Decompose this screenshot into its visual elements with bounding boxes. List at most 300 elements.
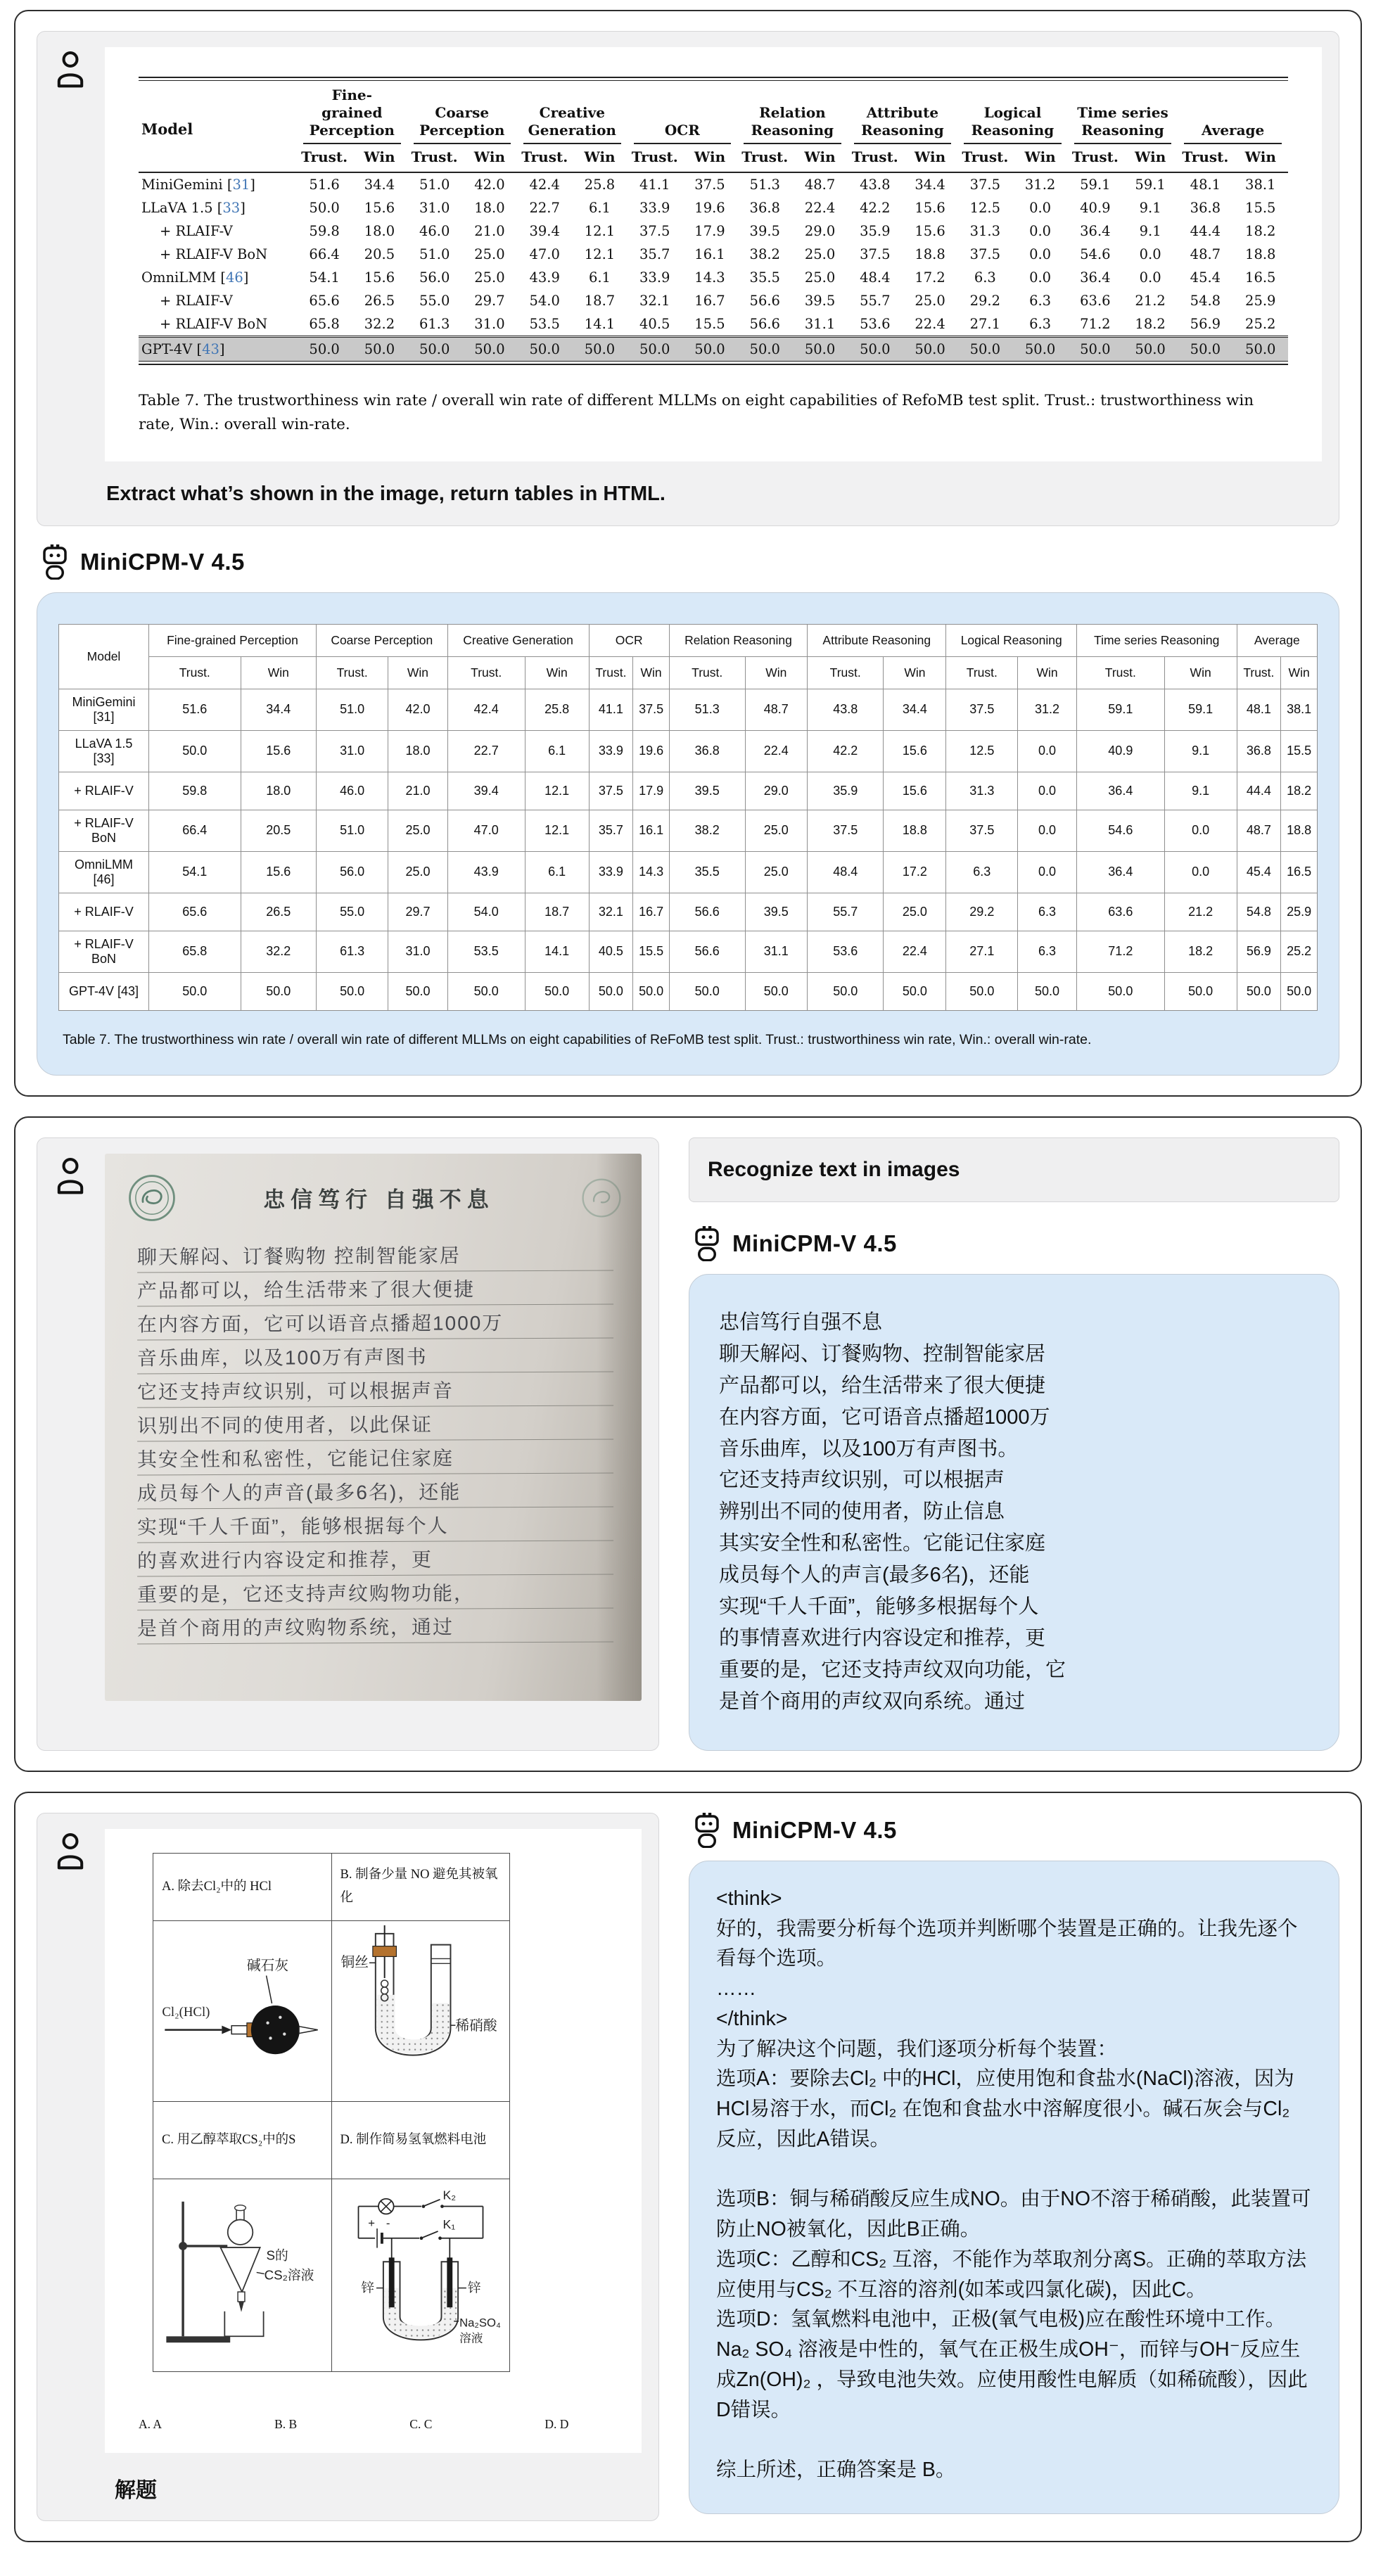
model-name-cell: + RLAIF-V	[160, 223, 233, 239]
value-cell: 17.2	[915, 269, 945, 286]
value-cell: 36.4	[1080, 223, 1111, 239]
column-group-header: Attribute Reasoning	[848, 81, 958, 145]
value-cell: 0.0	[1029, 200, 1052, 216]
dilute-nitric-acid-label: 稀硝酸	[455, 2018, 497, 2034]
table-row	[139, 266, 1288, 289]
value-cell: 31.1	[745, 931, 808, 972]
value-cell: 31.0	[474, 316, 505, 332]
column-group-header: Creative Generation	[447, 624, 589, 656]
option-a-text: A. 除去Cl₂中的 HCl	[153, 1853, 332, 1920]
column-subheader: Win	[525, 656, 589, 689]
paper-table-caption: Table 7. The trustworthiness win rate / overall win rate of different MLLMs on eight capabilities of RefoMB test split. Trust.: trustworthiness win rate, Win.: overall win-rate.	[139, 392, 1254, 434]
value-cell: 48.7	[1237, 810, 1281, 851]
value-cell: 0.0	[1018, 851, 1077, 893]
value-cell: 27.1	[969, 316, 1001, 332]
answer-options-row	[139, 2417, 568, 2432]
value-cell: 54.0	[447, 893, 525, 931]
column-subheader: Trust.	[517, 144, 572, 172]
value-cell: 36.4	[1076, 772, 1164, 810]
value-cell: 53.6	[808, 931, 884, 972]
bot-name: MiniCPM-V 4.5	[732, 1230, 897, 1256]
value-cell: 46.0	[419, 223, 450, 239]
ocr-text-line: 聊天解闷、订餐购物、控制智能家居	[719, 1342, 1046, 1365]
value-cell: 37.5	[633, 689, 670, 730]
value-cell: 37.5	[946, 810, 1018, 851]
ocr-text-line: 它还支持声纹识别，可以根据声	[719, 1469, 1005, 1492]
value-cell: 15.6	[915, 223, 945, 239]
column-subheader: Win	[462, 144, 517, 172]
value-cell: 54.1	[309, 269, 340, 286]
model-name-cell: + RLAIF-V	[59, 893, 149, 931]
column-group-header: Time series Reasoning	[1068, 81, 1178, 145]
column-subheader: Trust.	[1237, 656, 1281, 689]
model-name-cell: + RLAIF-V BoN	[59, 810, 149, 851]
ocr-text-line: 产品都可以，给生活带来了很大便捷	[719, 1374, 1046, 1397]
value-cell: 6.3	[1029, 316, 1052, 332]
value-cell: 18.8	[1245, 246, 1276, 262]
value-cell: 15.6	[884, 772, 946, 810]
answer-option: D. D	[544, 2416, 569, 2431]
column-subheader: Win	[1123, 144, 1178, 172]
value-cell: 12.5	[969, 200, 1001, 216]
column-group-header: Coarse Perception	[316, 624, 447, 656]
option-b-diagram	[331, 1920, 510, 2101]
column-subheader: Trust.	[407, 144, 462, 172]
value-cell: 48.1	[1190, 177, 1221, 193]
value-cell: 55.0	[316, 893, 388, 931]
school-emblem-icon-faint	[580, 1176, 623, 1220]
value-cell: 34.4	[915, 177, 945, 193]
value-cell: 34.4	[241, 689, 316, 730]
value-cell: 33.9	[589, 851, 633, 893]
answer-option: B. B	[274, 2416, 298, 2431]
value-cell: 56.6	[669, 931, 745, 972]
value-cell: 50.0	[149, 730, 241, 772]
value-cell: 43.8	[860, 177, 891, 193]
value-cell: 50.0	[1233, 337, 1288, 362]
value-cell: 50.0	[792, 337, 847, 362]
notebook-motto: 忠信笃行 自强不息	[263, 1187, 495, 1213]
value-cell: 40.5	[639, 316, 670, 332]
column-group-header: Fine-grained Perception	[297, 81, 407, 145]
ocr-text-line: 辨别出不同的使用者，防止信息	[719, 1500, 1005, 1524]
response-paragraph: 选项A：要除去Cl₂ 中的HCl，应使用饱和食盐水(NaCl)溶液，因为HCl易溶于水，而Cl₂ 在饱和食盐水中溶解度很小。碱石灰会与Cl₂ 反应，因此A错误。	[716, 2067, 1296, 2150]
value-cell: 48.1	[1237, 689, 1281, 730]
ocr-text-line: 音乐曲库，以及100万有声图书。	[719, 1437, 1019, 1460]
value-cell: 48.7	[745, 689, 808, 730]
value-cell: 18.2	[1245, 223, 1276, 239]
model-name-cell: MiniGemini [31]	[141, 177, 255, 193]
user-prompt-text: Extract what’s shown in the image, return tables in HTML.	[106, 482, 665, 505]
copper-wire-label: 铜丝	[340, 1955, 369, 1971]
value-cell: 18.7	[525, 893, 589, 931]
value-cell: 41.1	[589, 689, 633, 730]
value-cell: 6.3	[974, 269, 996, 286]
column-group-header: Logical Reasoning	[957, 81, 1068, 145]
demo-card-table-extraction	[14, 10, 1362, 1097]
value-cell: 51.3	[669, 689, 745, 730]
value-cell: 25.0	[474, 269, 505, 286]
value-cell: 35.9	[808, 772, 884, 810]
value-cell: 15.6	[241, 851, 316, 893]
value-cell: 6.3	[1029, 293, 1052, 309]
separatory-funnel-diagram	[162, 2189, 322, 2352]
value-cell: 17.2	[884, 851, 946, 893]
bot-response-panel	[37, 592, 1339, 1076]
demo-card-chemistry	[14, 1792, 1362, 2542]
na2so4-label: Na₂SO₄	[459, 2316, 501, 2330]
value-cell: 50.0	[884, 972, 946, 1010]
value-cell: 37.5	[969, 177, 1001, 193]
column-subheader: Trust.	[957, 144, 1012, 172]
value-cell: 47.0	[529, 246, 560, 262]
value-cell: 6.1	[525, 851, 589, 893]
citation-link[interactable]: 33	[222, 200, 241, 216]
model-name-cell: GPT-4V [43]	[139, 337, 297, 362]
model-name-cell: LLaVA 1.5 [33]	[59, 730, 149, 772]
table-row	[59, 730, 1318, 772]
value-cell: 16.5	[1281, 851, 1318, 893]
value-cell: 16.1	[694, 246, 725, 262]
option-d-diagram	[331, 2179, 510, 2371]
column-group-header: OCR	[628, 81, 738, 145]
value-cell: 16.1	[633, 810, 670, 851]
battery-plus-label: +	[368, 2217, 375, 2231]
handwritten-text-lines	[105, 1227, 642, 1643]
value-cell: 12.1	[525, 810, 589, 851]
value-cell: 59.1	[1135, 177, 1166, 193]
attached-handwriting-photo	[105, 1154, 642, 1701]
value-cell: 9.1	[1139, 200, 1161, 216]
column-subheader: Trust.	[316, 656, 388, 689]
value-cell: 42.0	[388, 689, 447, 730]
value-cell: 32.2	[241, 931, 316, 972]
user-prompt-text: Recognize text in images	[689, 1137, 1339, 1202]
value-cell: 18.8	[915, 246, 945, 262]
value-cell: 59.1	[1076, 689, 1164, 730]
value-cell: 39.5	[804, 293, 836, 309]
value-cell: 14.3	[633, 851, 670, 893]
value-cell: 50.0	[589, 972, 633, 1010]
value-cell: 18.2	[1135, 316, 1166, 332]
value-cell: 42.2	[860, 200, 891, 216]
handwritten-line: 重要的是，它还支持声纹购物功能，	[137, 1574, 613, 1610]
value-cell: 29.7	[474, 293, 505, 309]
table-row	[139, 243, 1288, 266]
value-cell: 42.2	[808, 730, 884, 772]
value-cell: 51.0	[316, 689, 388, 730]
column-group-header: Time series Reasoning	[1076, 624, 1237, 656]
handwritten-line: 成员每个人的声音(最多6名)，还能	[137, 1473, 613, 1509]
column-subheader: Win	[792, 144, 847, 172]
value-cell: 25.9	[1281, 893, 1318, 931]
value-cell: 50.0	[669, 972, 745, 1010]
table-row	[59, 972, 1318, 1010]
option-c-text: C. 用乙醇萃取CS₂中的S	[153, 2102, 332, 2179]
bot-name: MiniCPM-V 4.5	[732, 1816, 897, 1843]
value-cell: 38.1	[1245, 177, 1276, 193]
value-cell: 50.0	[1237, 972, 1281, 1010]
value-cell: 15.5	[633, 931, 670, 972]
user-avatar	[54, 47, 91, 510]
value-cell: 50.0	[407, 337, 462, 362]
value-cell: 20.5	[364, 246, 395, 262]
value-cell: 17.9	[694, 223, 725, 239]
response-paragraph: 综上所述，正确答案是 B。	[716, 2459, 956, 2482]
table-row	[139, 289, 1288, 312]
value-cell: 55.7	[808, 893, 884, 931]
value-cell: 37.5	[694, 177, 725, 193]
value-cell: 9.1	[1139, 223, 1161, 239]
value-cell: 16.5	[1245, 269, 1276, 286]
table-row	[139, 172, 1288, 196]
column-subheader: Win	[633, 656, 670, 689]
citation-link[interactable]: 46	[225, 269, 243, 286]
value-cell: 25.8	[525, 689, 589, 730]
value-cell: 18.8	[884, 810, 946, 851]
table-row	[59, 931, 1318, 972]
switch-k2-label: K₂	[442, 2188, 456, 2202]
column-subheader: Trust.	[1178, 144, 1232, 172]
column-group-header: Average	[1178, 81, 1288, 145]
attached-paper-table-image	[105, 47, 1322, 461]
value-cell: 48.7	[804, 177, 836, 193]
subheader-row	[59, 656, 1318, 689]
table-row	[59, 689, 1318, 730]
option-c-diagram	[153, 2179, 332, 2371]
zinc-left-label: 锌	[361, 2280, 374, 2295]
value-cell: 50.0	[903, 337, 957, 362]
option-d-text: D. 制作简易氢氧燃料电池	[331, 2102, 510, 2179]
value-cell: 56.6	[749, 293, 780, 309]
value-cell: 17.9	[633, 772, 670, 810]
value-cell: 15.6	[364, 200, 395, 216]
fuel-cell-circuit-diagram	[338, 2183, 504, 2358]
response-paragraph: 好的，我需要分析每个选项并判断哪个装置是正确的。让我先逐个看每个选项。	[716, 1917, 1298, 1970]
value-cell: 31.3	[946, 772, 1018, 810]
value-cell: 56.6	[749, 316, 780, 332]
value-cell: 29.2	[946, 893, 1018, 931]
value-cell: 39.4	[529, 223, 560, 239]
sulfur-label: S的	[266, 2247, 289, 2263]
value-cell: 40.5	[589, 931, 633, 972]
ocr-text-line: 其实安全性和私密性。它能记住家庭	[719, 1532, 1046, 1555]
value-cell: 25.2	[1245, 316, 1276, 332]
column-group-header: Fine-grained Perception	[149, 624, 317, 656]
value-cell: 50.0	[682, 337, 737, 362]
value-cell: 43.8	[808, 689, 884, 730]
value-cell: 37.5	[808, 810, 884, 851]
value-cell: 65.8	[149, 931, 241, 972]
value-cell: 53.5	[447, 931, 525, 972]
column-subheader: Win	[884, 656, 946, 689]
column-group-header: Attribute Reasoning	[808, 624, 946, 656]
value-cell: 54.0	[529, 293, 560, 309]
value-cell: 50.0	[297, 337, 352, 362]
soda-lime-label: 碱石灰	[247, 1958, 289, 1974]
bot-heading	[692, 1813, 1337, 1848]
value-cell: 36.8	[1190, 200, 1221, 216]
value-cell: 50.0	[1012, 337, 1067, 362]
handwritten-line: 识别出不同的使用者，以此保证	[137, 1405, 613, 1441]
model-name-cell: MiniGemini [31]	[59, 689, 149, 730]
ocr-text-line: 实现“千人千面”，能够多根据每个人	[719, 1595, 1039, 1619]
value-cell: 6.1	[588, 269, 611, 286]
value-cell: 56.6	[669, 893, 745, 931]
value-cell: 36.8	[1237, 730, 1281, 772]
value-cell: 6.3	[1018, 893, 1077, 931]
value-cell: 48.4	[808, 851, 884, 893]
user-message-panel	[37, 1137, 659, 1751]
value-cell: 50.0	[462, 337, 517, 362]
value-cell: 18.0	[474, 200, 505, 216]
value-cell: 61.3	[419, 316, 450, 332]
column-subheader: Win	[352, 144, 407, 172]
user-icon	[54, 1156, 87, 1194]
value-cell: 25.0	[474, 246, 505, 262]
switch-k1-label: K₁	[442, 2217, 455, 2232]
value-cell: 50.0	[1178, 337, 1232, 362]
column-group-header: OCR	[589, 624, 669, 656]
robot-icon	[692, 1813, 722, 1848]
value-cell: 50.0	[241, 972, 316, 1010]
value-cell: 39.5	[749, 223, 780, 239]
value-cell: 18.8	[1281, 810, 1318, 851]
value-cell: 65.6	[309, 293, 340, 309]
value-cell: 31.0	[316, 730, 388, 772]
demo-card-ocr	[14, 1116, 1362, 1772]
value-cell: 46.0	[316, 772, 388, 810]
value-cell: 0.0	[1029, 246, 1052, 262]
value-cell: 50.0	[309, 200, 340, 216]
value-cell: 40.9	[1076, 730, 1164, 772]
user-message-panel	[37, 31, 1339, 526]
response-paragraph: ……	[716, 1977, 756, 2001]
value-cell: 18.0	[364, 223, 395, 239]
value-cell: 18.2	[1164, 931, 1237, 972]
table-row	[153, 2102, 510, 2179]
subheader-row	[139, 144, 1288, 172]
response-paragraph: 为了解决这个问题，我们逐项分析每个装置：	[716, 2037, 1118, 2060]
handwritten-line: 在内容方面，它可以语音点播超1000万	[137, 1304, 613, 1340]
response-paragraph	[716, 2425, 1312, 2455]
column-group-header: Creative Generation	[517, 81, 628, 145]
value-cell: 21.0	[388, 772, 447, 810]
citation-link[interactable]: 31	[232, 177, 250, 193]
table-row	[153, 1920, 510, 2101]
value-cell: 25.9	[1245, 293, 1276, 309]
value-cell: 25.0	[804, 269, 836, 286]
column-subheader: Win	[1233, 144, 1288, 172]
value-cell: 9.1	[1164, 730, 1237, 772]
answer-option: C. C	[409, 2416, 433, 2431]
model-name-cell: GPT-4V [43]	[59, 972, 149, 1010]
paper-table-rules	[139, 77, 1288, 365]
value-cell: 29.7	[388, 893, 447, 931]
value-cell: 43.9	[447, 851, 525, 893]
value-cell: 54.8	[1190, 293, 1221, 309]
bot-heading	[39, 544, 1337, 580]
handwritten-line: 它还支持声纹识别，可以根据声音	[137, 1372, 613, 1408]
citation-link[interactable]: 43	[202, 341, 219, 357]
value-cell: 59.8	[309, 223, 340, 239]
value-cell: 36.8	[669, 730, 745, 772]
value-cell: 33.9	[639, 200, 670, 216]
value-cell: 15.5	[1281, 730, 1318, 772]
value-cell: 6.1	[525, 730, 589, 772]
value-cell: 16.7	[694, 293, 725, 309]
value-cell: 16.7	[633, 893, 670, 931]
column-subheader: Trust.	[946, 656, 1018, 689]
value-cell: 37.5	[969, 246, 1001, 262]
value-cell: 14.1	[525, 931, 589, 972]
value-cell: 54.6	[1080, 246, 1111, 262]
value-cell: 33.9	[639, 269, 670, 286]
value-cell: 19.6	[633, 730, 670, 772]
response-paragraph: <think>	[716, 1887, 782, 1910]
battery-minus-label: -	[386, 2217, 390, 2231]
value-cell: 12.1	[584, 223, 616, 239]
value-cell: 36.8	[749, 200, 780, 216]
value-cell: 71.2	[1080, 316, 1111, 332]
handwritten-line: 是首个商用的声纹购物系统，通过	[137, 1608, 613, 1644]
model-name-cell: + RLAIF-V	[160, 293, 233, 309]
user-message-panel	[37, 1813, 659, 2521]
column-group-header: Relation Reasoning	[737, 81, 848, 145]
value-cell: 9.1	[1164, 772, 1237, 810]
value-cell: 22.7	[447, 730, 525, 772]
table-row	[139, 196, 1288, 219]
ocr-text-line: 忠信笃行自强不息	[719, 1311, 883, 1334]
bot-heading	[692, 1226, 1337, 1261]
value-cell: 50.0	[633, 972, 670, 1010]
column-subheader: Trust.	[1068, 144, 1123, 172]
value-cell: 35.5	[669, 851, 745, 893]
value-cell: 18.0	[241, 772, 316, 810]
value-cell: 35.7	[589, 810, 633, 851]
value-cell: 15.6	[915, 200, 945, 216]
value-cell: 15.5	[1245, 200, 1276, 216]
value-cell: 48.4	[860, 269, 891, 286]
value-cell: 42.4	[529, 177, 560, 193]
user-avatar	[54, 1154, 91, 1735]
value-cell: 50.0	[1018, 972, 1077, 1010]
header-row	[139, 81, 1288, 145]
value-cell: 6.3	[1018, 931, 1077, 972]
value-cell: 56.0	[419, 269, 450, 286]
value-cell: 25.0	[915, 293, 945, 309]
column-subheader: Trust.	[447, 656, 525, 689]
value-cell: 40.9	[1080, 200, 1111, 216]
value-cell: 37.5	[589, 772, 633, 810]
value-cell: 50.0	[447, 972, 525, 1010]
extracted-table-caption: Table 7. The trustworthiness win rate / overall win rate of different MLLMs on eight capabilities of ReFoMB test split. Trust.: trustworthiness win rate, Win.: overall win-rate.	[63, 1031, 1092, 1047]
value-cell: 32.1	[589, 893, 633, 931]
model-name-cell: + RLAIF-V BoN	[160, 316, 268, 332]
value-cell: 50.0	[808, 972, 884, 1010]
value-cell: 50.0	[1076, 972, 1164, 1010]
value-cell: 50.0	[517, 337, 572, 362]
value-cell: 31.3	[969, 223, 1001, 239]
value-cell: 22.4	[804, 200, 836, 216]
value-cell: 25.2	[1281, 931, 1318, 972]
value-cell: 25.0	[745, 810, 808, 851]
value-cell: 56.0	[316, 851, 388, 893]
value-cell: 66.4	[149, 810, 241, 851]
value-cell: 37.5	[860, 246, 891, 262]
column-subheader: Win	[1164, 656, 1237, 689]
school-emblem-icon	[126, 1172, 178, 1224]
